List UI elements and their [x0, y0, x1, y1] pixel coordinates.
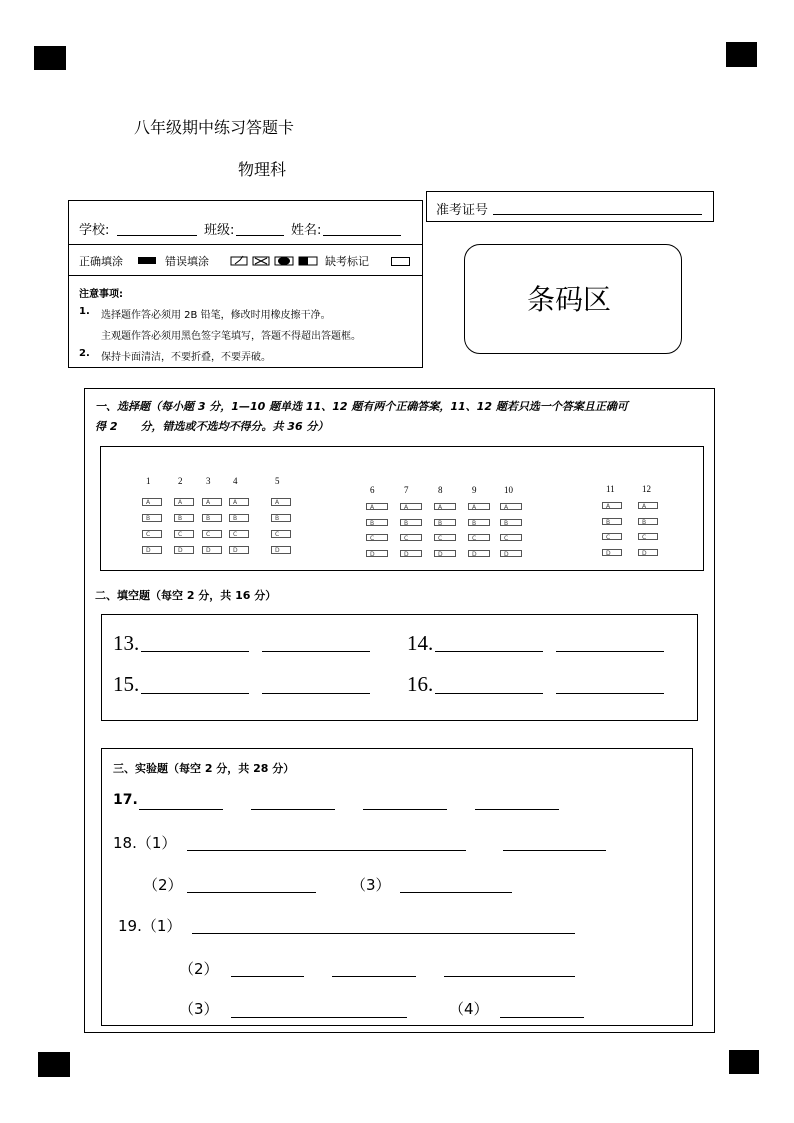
q18-blank-1b[interactable] [503, 850, 606, 851]
section1-title-line1: 一、选择题（每小题 3 分，1—10 题单选 11、12 题有两个正确答案，11、12 题若只选一个答案且正确可 [95, 400, 628, 413]
note1-line2: 主观题作答必须用黑色签字笔填写，答题不得超出答题框。 [101, 331, 361, 342]
q11-option-d[interactable]: D [602, 549, 622, 556]
question-number-8: 8 [438, 485, 443, 495]
q9-option-c[interactable]: C [468, 534, 490, 541]
q5-option-a[interactable]: A [271, 498, 291, 506]
q8-option-d[interactable]: D [434, 550, 456, 557]
exam-id-box [426, 191, 714, 222]
section2-title: 二、填空题（每空 2 分，共 16 分） [95, 589, 277, 602]
q2-option-b[interactable]: B [174, 514, 194, 522]
q1-option-c[interactable]: C [142, 530, 162, 538]
divider [69, 275, 422, 276]
note2-number: 2. [79, 348, 90, 359]
q14-number: 14. [407, 631, 434, 655]
q10-option-b[interactable]: B [500, 519, 522, 526]
question-number-7: 7 [404, 485, 409, 495]
q19-part4-label: （4） [449, 1000, 489, 1018]
class-label: 班级: [204, 223, 235, 238]
q16-number: 16. [407, 672, 434, 696]
q17-blank-3[interactable] [363, 809, 447, 810]
exam-id-label: 准考证号 [436, 203, 489, 218]
q2-option-c[interactable]: C [174, 530, 194, 538]
q7-option-b[interactable]: B [400, 519, 422, 526]
q18-part3-label: （3） [351, 876, 391, 894]
q18-blank-1[interactable] [187, 850, 466, 851]
q12-option-d[interactable]: D [638, 549, 658, 556]
q16-blank-1[interactable] [435, 693, 543, 694]
q12-option-a[interactable]: A [638, 502, 658, 509]
q12-option-b[interactable]: B [638, 518, 658, 525]
q7-option-d[interactable]: D [400, 550, 422, 557]
question-number-3: 3 [206, 476, 211, 486]
q15-blank-2[interactable] [262, 693, 370, 694]
note1-line1: 选择题作答必须用 2B 铅笔，修改时用橡皮擦干净。 [101, 310, 331, 321]
section3-title: 三、实验题（每空 2 分，共 28 分） [113, 762, 295, 775]
q14-blank-2[interactable] [556, 651, 664, 652]
q4-option-c[interactable]: C [229, 530, 249, 538]
note1-number: 1. [79, 306, 90, 317]
school-field[interactable] [117, 235, 197, 236]
absent-mark-label: 缺考标记 [325, 255, 369, 268]
q3-option-c[interactable]: C [202, 530, 222, 538]
q7-option-c[interactable]: C [400, 534, 422, 541]
q19-blank-3[interactable] [231, 1017, 407, 1018]
question-number-12: 12 [642, 484, 651, 494]
q19-blank-1[interactable] [192, 933, 575, 934]
barcode-label: 条码区 [527, 283, 612, 316]
q1-option-b[interactable]: B [142, 514, 162, 522]
question-number-10: 10 [504, 485, 513, 495]
q13-blank-1[interactable] [141, 651, 249, 652]
q6-option-d[interactable]: D [366, 550, 388, 557]
section1-title-line2: 得 2 分，错选或不选均不得分。共 36 分） [95, 420, 329, 433]
fill-blank-box [101, 614, 698, 721]
fill-correct-label: 正确填涂 [79, 255, 123, 268]
fill-wrong-label: 错误填涂 [165, 255, 209, 268]
divider [69, 244, 422, 245]
corner-mark-bottom-left [38, 1052, 70, 1077]
corner-mark-top-right [726, 42, 757, 67]
q10-option-d[interactable]: D [500, 550, 522, 557]
q3-option-a[interactable]: A [202, 498, 222, 506]
q5-option-b[interactable]: B [271, 514, 291, 522]
q18-blank-2[interactable] [187, 892, 316, 893]
q19-part2-label: （2） [179, 960, 219, 978]
q11-option-a[interactable]: A [602, 502, 622, 509]
q17-number: 17. [113, 792, 138, 808]
q6-option-b[interactable]: B [366, 519, 388, 526]
question-number-9: 9 [472, 485, 477, 495]
q9-option-b[interactable]: B [468, 519, 490, 526]
q16-blank-2[interactable] [556, 693, 664, 694]
q17-blank-2[interactable] [251, 809, 335, 810]
q8-option-a[interactable]: A [434, 503, 456, 510]
q9-option-d[interactable]: D [468, 550, 490, 557]
question-number-4: 4 [233, 476, 238, 486]
q7-option-a[interactable]: A [400, 503, 422, 510]
barcode-area [464, 244, 682, 354]
q19-blank-2a[interactable] [231, 976, 304, 977]
absent-mark-box[interactable] [391, 257, 410, 266]
q4-option-a[interactable]: A [229, 498, 249, 506]
q18-part2-label: （2） [143, 876, 183, 894]
q19-blank-4[interactable] [500, 1017, 584, 1018]
q1-option-a[interactable]: A [142, 498, 162, 506]
q17-blank-4[interactable] [475, 809, 559, 810]
q5-option-c[interactable]: C [271, 530, 291, 538]
q14-blank-1[interactable] [435, 651, 543, 652]
q3-option-b[interactable]: B [202, 514, 222, 522]
q17-blank-1[interactable] [139, 809, 223, 810]
corner-mark-bottom-right [729, 1050, 759, 1074]
subject-title: 物理科 [238, 160, 287, 179]
q18-blank-3[interactable] [400, 892, 512, 893]
q13-number: 13. [113, 631, 140, 655]
fill-wrong-samples-icon [229, 254, 325, 268]
q19-part1-label: 19.（1） [118, 917, 182, 935]
school-label: 学校: [79, 223, 110, 238]
info-box [68, 200, 423, 368]
q6-option-a[interactable]: A [366, 503, 388, 510]
name-label: 姓名: [291, 223, 322, 238]
q1-option-d[interactable]: D [142, 546, 162, 554]
page-title: 八年级期中练习答题卡 [134, 118, 295, 137]
question-number-6: 6 [370, 485, 375, 495]
question-number-1: 1 [146, 476, 151, 486]
class-field[interactable] [236, 235, 284, 236]
corner-mark-top-left [34, 46, 66, 70]
question-number-5: 5 [275, 476, 280, 486]
q8-option-b[interactable]: B [434, 519, 456, 526]
experiment-box [101, 748, 693, 1026]
q12-option-c[interactable]: C [638, 533, 658, 540]
q18-part1-label: 18.（1） [113, 834, 177, 852]
q19-blank-2c[interactable] [444, 976, 575, 977]
q15-number: 15. [113, 672, 140, 696]
q5-option-d[interactable]: D [271, 546, 291, 554]
q9-option-a[interactable]: A [468, 503, 490, 510]
q2-option-a[interactable]: A [174, 498, 194, 506]
q3-option-d[interactable]: D [202, 546, 222, 554]
note2-text: 保持卡面清洁，不要折叠，不要弄破。 [101, 352, 271, 363]
q15-blank-1[interactable] [141, 693, 249, 694]
exam-id-field[interactable] [493, 214, 702, 215]
q11-option-b[interactable]: B [602, 518, 622, 525]
q4-option-d[interactable]: D [229, 546, 249, 554]
q11-option-c[interactable]: C [602, 533, 622, 540]
q13-blank-2[interactable] [262, 651, 370, 652]
name-field[interactable] [323, 235, 401, 236]
q6-option-c[interactable]: C [366, 534, 388, 541]
question-number-11: 11 [606, 484, 615, 494]
q10-option-c[interactable]: C [500, 534, 522, 541]
q2-option-d[interactable]: D [174, 546, 194, 554]
q8-option-c[interactable]: C [434, 534, 456, 541]
q10-option-a[interactable]: A [500, 503, 522, 510]
notes-title: 注意事项: [79, 289, 123, 300]
question-number-2: 2 [178, 476, 183, 486]
q19-part3-label: （3） [179, 1000, 219, 1018]
q4-option-b[interactable]: B [229, 514, 249, 522]
q19-blank-2b[interactable] [332, 976, 416, 977]
fill-correct-sample-icon [138, 257, 156, 264]
